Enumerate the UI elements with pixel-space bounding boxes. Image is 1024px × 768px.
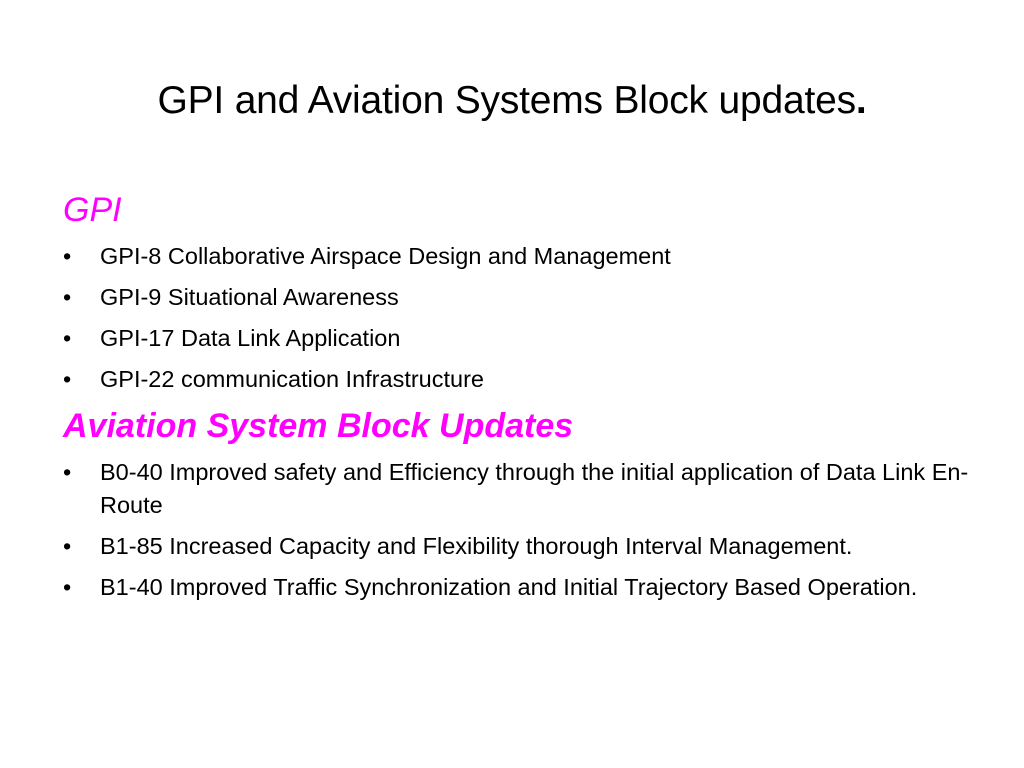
bullet: • [63,574,72,600]
bullet: • [63,366,72,392]
list-item [63,322,983,355]
list-item [63,240,983,273]
list-item-text: GPI-9 Situational Awareness [100,284,399,310]
list-item [63,530,983,563]
bullet: • [63,243,72,269]
list-item [63,571,983,604]
bullet: • [63,533,72,559]
list-item-text: B1-85 Increased Capacity and Flexibility thorough Interval Management. [100,533,853,559]
slide-title-text: GPI and Aviation Systems Block updates [157,79,856,122]
slide-title [0,74,1024,128]
bullet: • [63,284,72,310]
gpi-list [63,240,983,396]
list-item [63,281,983,314]
list-item-text: GPI-22 communication Infrastructure [100,366,484,392]
bullet: • [63,459,72,485]
slide-title-period: . [855,79,867,122]
bullet: • [63,325,72,351]
list-item-text: B1-40 Improved Traffic Synchronization and Initial Trajectory Based Operation. [100,574,918,600]
slide-body [63,188,983,612]
section-heading-asbu: Aviation System Block Updates [63,407,574,445]
list-item [63,363,983,396]
section-heading-gpi: GPI [63,191,122,229]
list-item-text: GPI-17 Data Link Application [100,325,401,351]
list-item [63,456,983,522]
asbu-list [63,456,983,604]
list-item-text: B0-40 Improved safety and Efficiency through the initial application of Data Link En-Route [100,459,969,518]
list-item-text: GPI-8 Collaborative Airspace Design and Management [100,243,671,269]
